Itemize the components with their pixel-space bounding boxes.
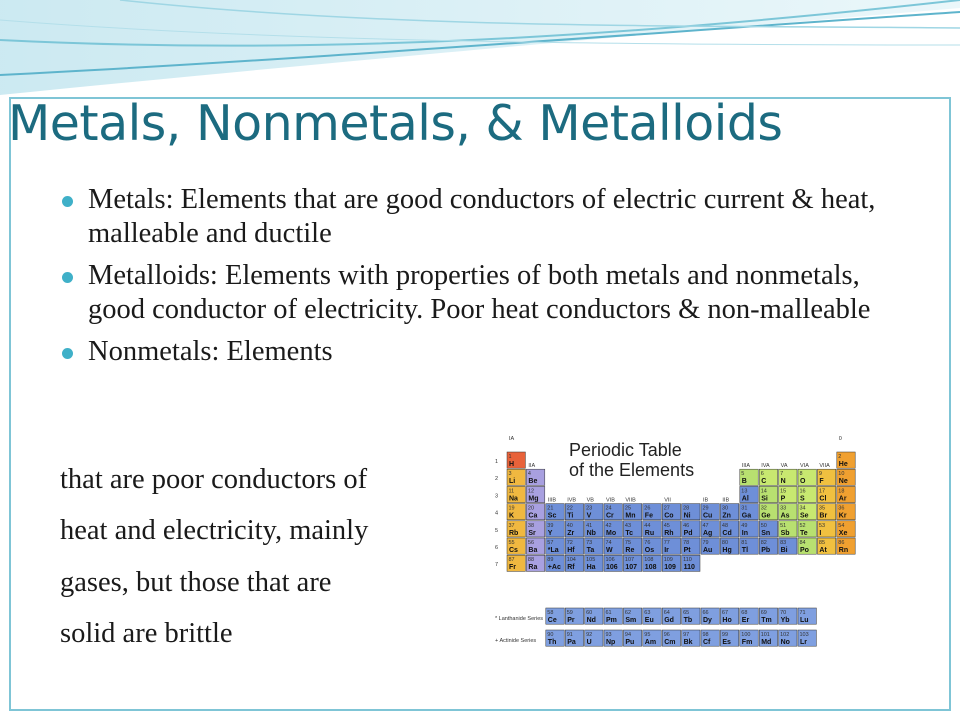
element-number: 26	[644, 505, 651, 512]
element-symbol: Cf	[703, 639, 711, 646]
element-number: 82	[760, 540, 767, 546]
element-symbol: Be	[528, 478, 538, 486]
element-number: 73	[586, 540, 593, 546]
element-number: 105	[586, 557, 596, 564]
nonmetals-line-3: gases, but those that are	[60, 567, 332, 598]
period-label: 5	[495, 527, 499, 534]
element-symbol: 110	[683, 564, 695, 572]
element-symbol: Pa	[567, 639, 576, 646]
element-symbol: Rf	[567, 564, 575, 572]
element-symbol: *La	[547, 547, 559, 554]
element-number: 92	[586, 632, 593, 638]
element-number: 110	[683, 557, 692, 564]
element-symbol: Y	[547, 529, 553, 537]
element-number: 47	[702, 522, 709, 529]
group-label: IIB	[722, 497, 730, 504]
group-label: VII	[664, 497, 671, 504]
element-number: 104	[566, 557, 576, 564]
element-number: 65	[683, 610, 690, 616]
element-number: 90	[547, 632, 554, 638]
element-symbol: Bk	[683, 639, 693, 646]
element-number: 87	[508, 557, 515, 564]
element-number: 10	[838, 471, 845, 478]
element-symbol: Ba	[528, 547, 538, 554]
element-symbol: Cs	[509, 547, 518, 554]
element-symbol: Gd	[664, 617, 674, 624]
group-label: IIA	[528, 463, 536, 470]
element-symbol: Fr	[509, 564, 516, 572]
element-symbol: Cr	[606, 512, 614, 520]
element-number: 46	[683, 522, 690, 529]
nonmetals-line-4: solid are brittle	[60, 618, 233, 649]
element-symbol: W	[606, 547, 613, 554]
element-symbol: Ru	[644, 529, 655, 537]
element-symbol: Rn	[838, 547, 849, 554]
element-symbol: Pu	[625, 639, 635, 646]
element-symbol: Eu	[644, 617, 654, 624]
element-number: 97	[683, 632, 690, 638]
element-symbol: F	[819, 478, 824, 486]
element-number: 93	[605, 632, 612, 638]
element-symbol: He	[838, 461, 848, 468]
element-symbol: C	[761, 478, 767, 486]
element-number: 89	[547, 557, 554, 564]
element-symbol: Br	[819, 512, 828, 520]
group-label: IVA	[761, 463, 770, 470]
element-number: 28	[683, 505, 690, 512]
group-label: IB	[703, 497, 709, 504]
element-number: 38	[527, 522, 535, 529]
element-number: 109	[663, 557, 673, 564]
element-symbol: Er	[741, 617, 750, 624]
element-number: 66	[702, 610, 709, 616]
element-number: 1	[508, 454, 512, 460]
element-number: 51	[780, 522, 787, 529]
element-symbol: Hf	[567, 547, 575, 554]
element-number: 4	[527, 471, 531, 478]
element-symbol: Cd	[722, 529, 732, 537]
element-number: 70	[780, 610, 787, 616]
element-number: 61	[605, 610, 612, 616]
group-label: VIB	[606, 497, 615, 504]
element-number: 108	[644, 557, 654, 564]
element-number: 102	[780, 632, 790, 638]
element-symbol: In	[741, 529, 749, 537]
element-symbol: Ir	[664, 547, 669, 554]
element-number: 16	[799, 488, 806, 495]
element-number: 44	[644, 522, 651, 529]
element-symbol: Ge	[761, 512, 771, 520]
element-number: 2	[838, 454, 842, 460]
element-symbol: Pt	[683, 547, 691, 554]
element-symbol: Ga	[741, 512, 752, 520]
element-number: 33	[780, 505, 787, 512]
element-symbol: Yb	[780, 617, 790, 624]
element-number: 77	[663, 540, 670, 546]
element-symbol: V	[586, 512, 592, 520]
element-number: 39	[547, 522, 554, 529]
element-symbol: Pd	[683, 529, 693, 537]
element-number: 41	[586, 522, 593, 529]
element-symbol: Re	[625, 547, 635, 554]
element-symbol: 108	[644, 564, 657, 572]
element-number: 23	[586, 505, 593, 512]
element-number: 75	[624, 540, 632, 546]
element-number: 59	[566, 610, 573, 616]
element-number: 6	[760, 471, 764, 478]
element-symbol: Mo	[606, 529, 617, 537]
element-symbol: Sc	[547, 512, 557, 520]
periodic-table-image	[487, 432, 875, 668]
element-number: 29	[702, 505, 709, 512]
element-number: 32	[760, 505, 767, 512]
element-symbol: Pm	[606, 617, 617, 624]
element-number: 25	[624, 505, 632, 512]
element-symbol: As	[780, 512, 790, 520]
bullet-dot-icon	[62, 272, 73, 283]
element-symbol: Po	[800, 547, 809, 554]
header-wave-decoration	[0, 0, 960, 110]
element-symbol: H	[509, 461, 515, 468]
element-symbol: Cl	[819, 495, 827, 503]
element-number: 96	[663, 632, 670, 638]
element-number: 30	[721, 505, 729, 512]
element-symbol: Ar	[838, 495, 847, 503]
element-symbol: Lu	[800, 617, 809, 624]
element-number: 48	[721, 522, 729, 529]
element-symbol: At	[819, 547, 827, 554]
element-symbol: Zr	[567, 529, 575, 537]
element-symbol: Fm	[741, 639, 753, 646]
element-symbol: Se	[800, 512, 809, 520]
element-symbol: Co	[664, 512, 674, 520]
element-number: 83	[780, 540, 787, 546]
group-label: IA	[509, 436, 515, 442]
element-number: 103	[799, 632, 809, 638]
element-symbol: Es	[722, 639, 731, 646]
element-number: 21	[547, 505, 554, 512]
element-number: 58	[547, 610, 554, 616]
element-number: 20	[527, 505, 535, 512]
element-number: 79	[702, 540, 709, 546]
element-number: 50	[760, 522, 767, 529]
element-number: 9	[818, 471, 822, 478]
element-symbol: B	[741, 478, 747, 486]
element-symbol: Ce	[547, 617, 557, 624]
group-label: 0	[838, 436, 842, 442]
element-symbol: Pb	[761, 547, 771, 554]
element-number: 22	[566, 505, 573, 512]
element-symbol: K	[509, 512, 515, 520]
element-number: 43	[624, 522, 632, 529]
element-symbol: Nb	[586, 529, 596, 537]
group-label: VIA	[800, 463, 809, 470]
element-symbol: Tm	[761, 617, 772, 624]
element-symbol: Cm	[664, 639, 676, 646]
element-number: 36	[838, 505, 845, 512]
element-symbol: Ra	[528, 564, 538, 572]
element-symbol: Au	[703, 547, 713, 554]
element-symbol: Rh	[664, 529, 674, 537]
element-symbol: Te	[800, 529, 808, 537]
element-number: 60	[586, 610, 593, 616]
element-number: 95	[644, 632, 651, 638]
element-symbol: Tb	[683, 617, 693, 624]
period-label: 2	[495, 476, 499, 483]
element-symbol: Ca	[528, 512, 538, 520]
element-number: 37	[508, 522, 515, 529]
element-symbol: Ti	[567, 512, 574, 520]
element-symbol: No	[780, 639, 790, 646]
element-number: 8	[799, 471, 803, 478]
element-symbol: Cu	[703, 512, 713, 520]
element-symbol: Si	[761, 495, 768, 503]
element-number: 101	[760, 632, 770, 638]
element-number: 52	[799, 522, 806, 529]
element-number: 63	[644, 610, 651, 616]
element-symbol: Sm	[625, 617, 637, 624]
element-symbol: N	[780, 478, 786, 486]
bullet-dot-icon	[62, 348, 73, 359]
element-number: 94	[624, 632, 632, 638]
group-label: VA	[780, 463, 788, 470]
element-number: 18	[838, 488, 845, 495]
element-symbol: Th	[547, 639, 557, 646]
bullet-dot-icon	[62, 196, 73, 207]
element-number: 74	[605, 540, 612, 546]
element-symbol: S	[800, 495, 805, 503]
period-label: 1	[495, 459, 499, 465]
element-symbol: Mg	[528, 495, 539, 503]
bullet-metalloids: Metalloids: Elements with properties of both metals and nonmetals, good conductor of electricity. Poor heat conductors & non-malleable	[60, 259, 900, 327]
element-symbol: Sn	[761, 529, 771, 537]
element-number: 34	[799, 505, 806, 512]
element-number: 80	[721, 540, 729, 546]
bullet-metals: Metals: Elements that are good conductors of electric current & heat, malleable and ductile	[60, 183, 900, 251]
element-number: 40	[566, 522, 573, 529]
element-symbol: Ag	[703, 529, 713, 537]
element-symbol: Kr	[838, 512, 847, 520]
element-number: 12	[527, 488, 535, 495]
element-number: 84	[799, 540, 806, 546]
element-number: 3	[508, 471, 512, 478]
element-number: 88	[527, 557, 535, 564]
element-number: 85	[818, 540, 826, 546]
element-symbol: Na	[509, 495, 518, 503]
element-number: 81	[741, 540, 748, 546]
element-symbol: Li	[509, 478, 516, 486]
element-number: 78	[683, 540, 690, 546]
element-symbol: O	[800, 478, 806, 486]
element-symbol: Bi	[780, 547, 788, 554]
element-number: 100	[741, 632, 751, 638]
element-symbol: Os	[644, 547, 655, 554]
element-symbol: Ne	[838, 478, 848, 486]
element-symbol: Md	[761, 639, 772, 646]
element-symbol: Fe	[644, 512, 653, 520]
nonmetals-line-2: heat and electricity, mainly	[60, 515, 369, 546]
element-number: 107	[624, 557, 635, 564]
element-number: 54	[838, 522, 845, 529]
element-symbol: U	[586, 639, 592, 646]
element-symbol: Xe	[838, 529, 848, 537]
element-number: 98	[702, 632, 709, 638]
element-number: 76	[644, 540, 651, 546]
element-symbol: Hg	[722, 547, 732, 554]
element-number: 68	[741, 610, 748, 616]
element-number: 35	[818, 505, 826, 512]
element-symbol: Dy	[703, 617, 712, 624]
element-number: 72	[566, 540, 573, 546]
bullet-nonmetals: Nonmetals: Elements	[60, 335, 900, 369]
periodic-table-title-1: Periodic Table	[569, 440, 682, 460]
element-symbol: 106	[606, 564, 618, 572]
element-number: 99	[721, 632, 729, 638]
element-symbol: Al	[741, 495, 749, 503]
element-symbol: Nd	[586, 617, 596, 624]
element-number: 31	[741, 505, 748, 512]
element-number: 49	[741, 522, 748, 529]
period-label: 3	[495, 493, 499, 500]
group-label: IVB	[567, 497, 577, 504]
period-label: 7	[495, 562, 499, 569]
element-number: 53	[818, 522, 826, 529]
element-symbol: Ha	[586, 564, 596, 572]
element-number: 17	[818, 488, 826, 495]
period-label: 6	[495, 545, 499, 551]
element-symbol: 109	[664, 564, 676, 572]
periodic-table-title-2: of the Elements	[569, 460, 695, 480]
element-symbol: Ni	[683, 512, 691, 520]
group-label: IIIA	[741, 463, 751, 470]
element-symbol: P	[780, 495, 786, 503]
element-number: 24	[605, 505, 612, 512]
nonmetals-line-1: that are poor conductors of	[60, 464, 368, 495]
element-symbol: Am	[644, 639, 657, 646]
element-symbol: Lr	[800, 639, 807, 646]
element-number: 11	[508, 488, 515, 495]
element-number: 5	[741, 471, 745, 478]
group-label: IIIB	[547, 497, 557, 504]
element-number: 13	[741, 488, 748, 495]
element-number: 42	[605, 522, 612, 529]
element-symbol: Zn	[722, 512, 731, 520]
lanthanide-series-label: * Lanthanide Series	[495, 616, 544, 622]
element-number: 15	[780, 488, 787, 495]
group-label: VIIA	[819, 463, 830, 470]
element-symbol: Sb	[780, 529, 790, 537]
element-symbol: Ta	[586, 547, 595, 554]
element-symbol: I	[819, 529, 822, 537]
group-label: VB	[586, 497, 594, 504]
element-number: 57	[547, 540, 554, 546]
element-symbol: Ho	[722, 617, 732, 624]
element-number: 55	[508, 540, 515, 546]
element-symbol: Tc	[625, 529, 634, 537]
element-symbol: Mn	[625, 512, 636, 520]
element-number: 71	[799, 610, 806, 616]
actinide-series-label: + Actinide Series	[495, 638, 537, 644]
element-symbol: Np	[606, 639, 616, 646]
element-number: 69	[760, 610, 767, 616]
element-number: 64	[663, 610, 670, 616]
element-symbol: 107	[625, 564, 638, 572]
element-number: 45	[663, 522, 670, 529]
element-number: 86	[838, 540, 845, 546]
element-symbol: Tl	[741, 547, 749, 554]
element-symbol: Sr	[528, 529, 536, 537]
element-number: 7	[780, 471, 784, 478]
element-number: 56	[527, 540, 535, 546]
element-number: 27	[663, 505, 670, 512]
element-number: 62	[624, 610, 632, 616]
bullet-list	[60, 183, 900, 377]
element-number: 106	[605, 557, 615, 564]
element-number: 14	[760, 488, 767, 495]
group-label: VIIB	[625, 497, 636, 504]
slide-title: Metals, Nonmetals, & Metalloids	[8, 95, 783, 152]
element-number: 91	[566, 632, 573, 638]
element-symbol: +Ac	[547, 564, 561, 572]
element-number: 19	[508, 505, 515, 512]
element-symbol: Rb	[509, 529, 519, 537]
period-label: 4	[495, 510, 499, 517]
element-symbol: Pr	[567, 617, 575, 624]
element-number: 67	[721, 610, 729, 616]
